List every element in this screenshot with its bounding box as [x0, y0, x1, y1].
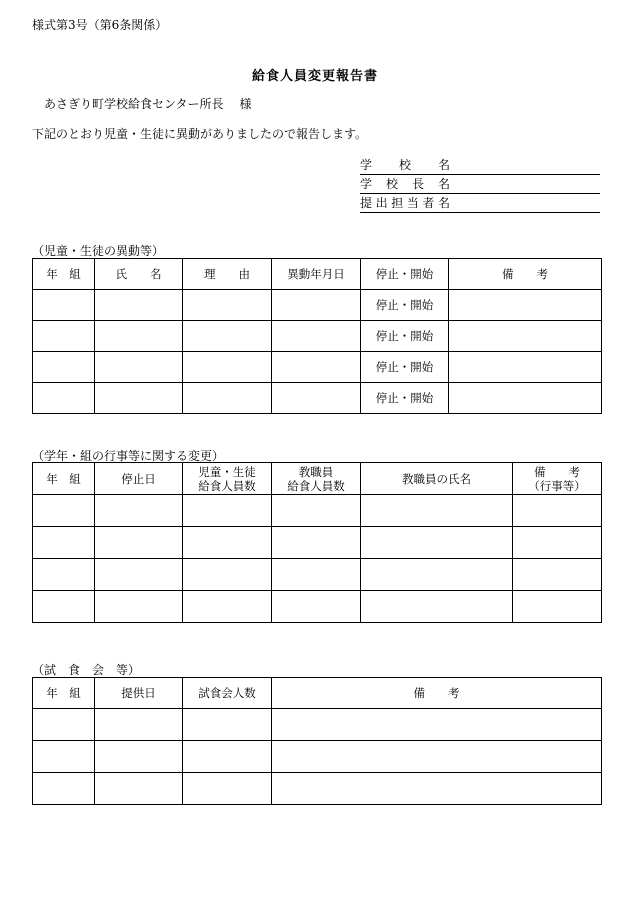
- table-cell[interactable]: [449, 321, 602, 352]
- table-cell[interactable]: [361, 495, 513, 527]
- status-cell[interactable]: 停止・開始: [361, 321, 449, 352]
- table-cell[interactable]: [513, 559, 602, 591]
- header-cell: 試食会人数: [183, 678, 272, 709]
- table-cell[interactable]: [183, 773, 272, 805]
- table-cell[interactable]: [95, 352, 183, 383]
- table-cell[interactable]: [361, 559, 513, 591]
- table-cell[interactable]: [513, 527, 602, 559]
- table-row: [33, 321, 602, 352]
- table-cell[interactable]: [183, 383, 272, 414]
- school-name-field[interactable]: [360, 156, 600, 175]
- table-cell[interactable]: [33, 321, 95, 352]
- table-cell[interactable]: [449, 290, 602, 321]
- submitter-name-field[interactable]: [360, 194, 600, 213]
- table-cell[interactable]: [95, 559, 183, 591]
- table-cell[interactable]: [33, 527, 95, 559]
- table-cell[interactable]: [272, 773, 602, 805]
- section2-label: （学年・組の行事等に関する変更）: [32, 449, 225, 463]
- intro-text: 下記のとおり児童・生徒に異動がありましたので報告します。: [32, 127, 368, 141]
- table-cell[interactable]: [95, 709, 183, 741]
- table-cell[interactable]: [272, 383, 361, 414]
- table-cell[interactable]: [183, 591, 272, 623]
- table-cell[interactable]: [33, 591, 95, 623]
- header-cell: 停止日: [95, 463, 183, 495]
- table-cell[interactable]: [183, 741, 272, 773]
- signature-block: [360, 156, 600, 213]
- table-cell[interactable]: [272, 741, 602, 773]
- table-cell[interactable]: [33, 773, 95, 805]
- school-name-label: 学 校 名: [360, 158, 450, 172]
- table-cell[interactable]: [272, 321, 361, 352]
- header-cell: 教職員の氏名: [361, 463, 513, 495]
- section1-label: （児童・生徒の異動等）: [32, 244, 165, 258]
- table-cell[interactable]: [183, 321, 272, 352]
- table-cell[interactable]: [513, 495, 602, 527]
- tasting-table: [32, 677, 602, 805]
- table-header-row: [33, 259, 602, 290]
- table-cell[interactable]: [95, 495, 183, 527]
- header-cell: 教職員 給食人員数: [272, 463, 361, 495]
- principal-name-label: 学 校 長 名: [360, 177, 450, 191]
- addressee-name: あさぎり町学校給食センター所長: [44, 97, 224, 111]
- header-cell: 児童・生徒 給食人員数: [183, 463, 272, 495]
- form-number: 様式第3号（第6条関係）: [32, 18, 168, 32]
- table-cell[interactable]: [33, 559, 95, 591]
- table-row: [33, 773, 602, 805]
- table-cell[interactable]: [33, 741, 95, 773]
- table-cell[interactable]: [33, 495, 95, 527]
- addressee-suffix: 様: [239, 97, 252, 111]
- section3-label: （試 食 会 等）: [32, 663, 141, 677]
- table-cell[interactable]: [272, 591, 361, 623]
- header-cell: 年 組: [33, 463, 95, 495]
- principal-name-field[interactable]: [360, 175, 600, 194]
- table-cell[interactable]: [95, 741, 183, 773]
- submitter-name-label: 提出担当者名: [360, 196, 450, 210]
- table-header-row: [33, 463, 602, 495]
- table-row: [33, 527, 602, 559]
- table-row: [33, 495, 602, 527]
- table-cell[interactable]: [449, 352, 602, 383]
- header-cell: 備 考: [449, 259, 602, 290]
- table-row: [33, 741, 602, 773]
- table-cell[interactable]: [272, 709, 602, 741]
- table-row: [33, 352, 602, 383]
- status-cell[interactable]: 停止・開始: [361, 352, 449, 383]
- table-cell[interactable]: [95, 527, 183, 559]
- table-cell[interactable]: [272, 495, 361, 527]
- table-row: [33, 290, 602, 321]
- header-cell: 提供日: [95, 678, 183, 709]
- header-cell: 異動年月日: [272, 259, 361, 290]
- table-cell[interactable]: [361, 527, 513, 559]
- table-cell[interactable]: [95, 321, 183, 352]
- table-row: [33, 383, 602, 414]
- student-change-table: [32, 258, 602, 414]
- table-cell[interactable]: [449, 383, 602, 414]
- table-cell[interactable]: [361, 591, 513, 623]
- header-cell: 理 由: [183, 259, 272, 290]
- table-header-row: [33, 678, 602, 709]
- addressee-line: [44, 95, 252, 112]
- table-cell[interactable]: [183, 352, 272, 383]
- table-cell[interactable]: [95, 773, 183, 805]
- table-cell[interactable]: [95, 591, 183, 623]
- table-row: [33, 559, 602, 591]
- table-cell[interactable]: [33, 709, 95, 741]
- class-event-table: [32, 462, 602, 623]
- table-cell[interactable]: [33, 383, 95, 414]
- table-cell[interactable]: [272, 527, 361, 559]
- header-cell: 備 考 （行事等）: [513, 463, 602, 495]
- table-row: [33, 591, 602, 623]
- page-title: 給食人員変更報告書: [251, 69, 378, 84]
- table-cell[interactable]: [95, 383, 183, 414]
- table-cell[interactable]: [272, 352, 361, 383]
- table-cell[interactable]: [33, 290, 95, 321]
- header-cell: 備 考: [272, 678, 602, 709]
- table-row: [33, 709, 602, 741]
- table-cell[interactable]: [183, 290, 272, 321]
- table-cell[interactable]: [513, 591, 602, 623]
- table-cell[interactable]: [33, 352, 95, 383]
- header-cell: 年 組: [33, 259, 95, 290]
- table-cell[interactable]: [183, 559, 272, 591]
- status-cell[interactable]: 停止・開始: [361, 383, 449, 414]
- header-cell: 年 組: [33, 678, 95, 709]
- table-cell[interactable]: [272, 290, 361, 321]
- table-cell[interactable]: [183, 709, 272, 741]
- table-cell[interactable]: [95, 290, 183, 321]
- table-cell[interactable]: [183, 527, 272, 559]
- table-cell[interactable]: [272, 559, 361, 591]
- table-cell[interactable]: [183, 495, 272, 527]
- status-cell[interactable]: 停止・開始: [361, 290, 449, 321]
- header-cell: 氏 名: [95, 259, 183, 290]
- header-cell: 停止・開始: [361, 259, 449, 290]
